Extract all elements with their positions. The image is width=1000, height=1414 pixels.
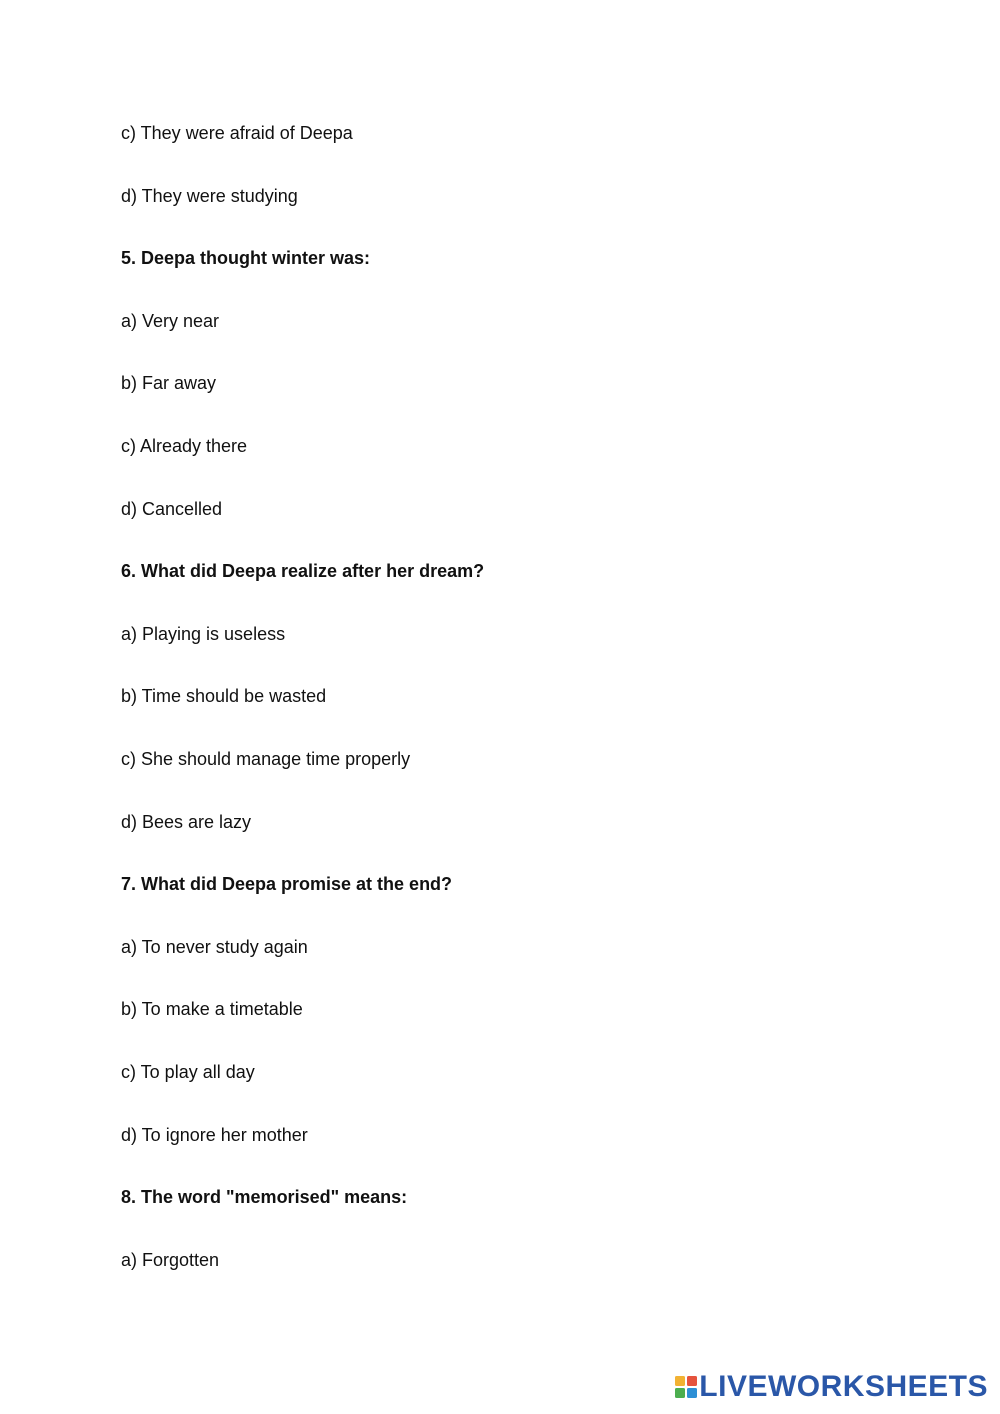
answer-option: c) She should manage time properly [121,749,411,769]
answer-option: a) Very near [121,310,220,331]
answer-option: d) They were studying [121,185,298,206]
answer-option: a) Forgotten [121,1249,220,1270]
answer-option: b) Far away [121,373,217,394]
answer-option: d) Bees are lazy [121,811,252,832]
answer-option: a) To never study again [121,936,308,957]
liveworksheets-logo-icon [675,1376,697,1398]
answer-option: c) They were afraid of Deepa [121,123,353,143]
liveworksheets-logo [675,1370,988,1404]
question-text: 7. What did Deepa promise at the end? [121,874,453,895]
answer-option: a) Playing is useless [121,623,286,644]
answer-option: b) To make a timetable [121,999,303,1020]
logo-text: LIVEWORKSHEETS [699,1370,988,1403]
question-text: 6. What did Deepa realize after her dream? [121,561,485,582]
answer-option: d) To ignore her mother [121,1124,308,1145]
answer-option: b) Time should be wasted [121,686,327,707]
question-text: 5. Deepa thought winter was: [121,248,371,269]
answer-option: c) Already there [121,436,248,456]
answer-option: d) Cancelled [121,498,223,519]
answer-option: c) To play all day [121,1062,255,1082]
question-text: 8. The word "memorised" means: [121,1187,408,1208]
